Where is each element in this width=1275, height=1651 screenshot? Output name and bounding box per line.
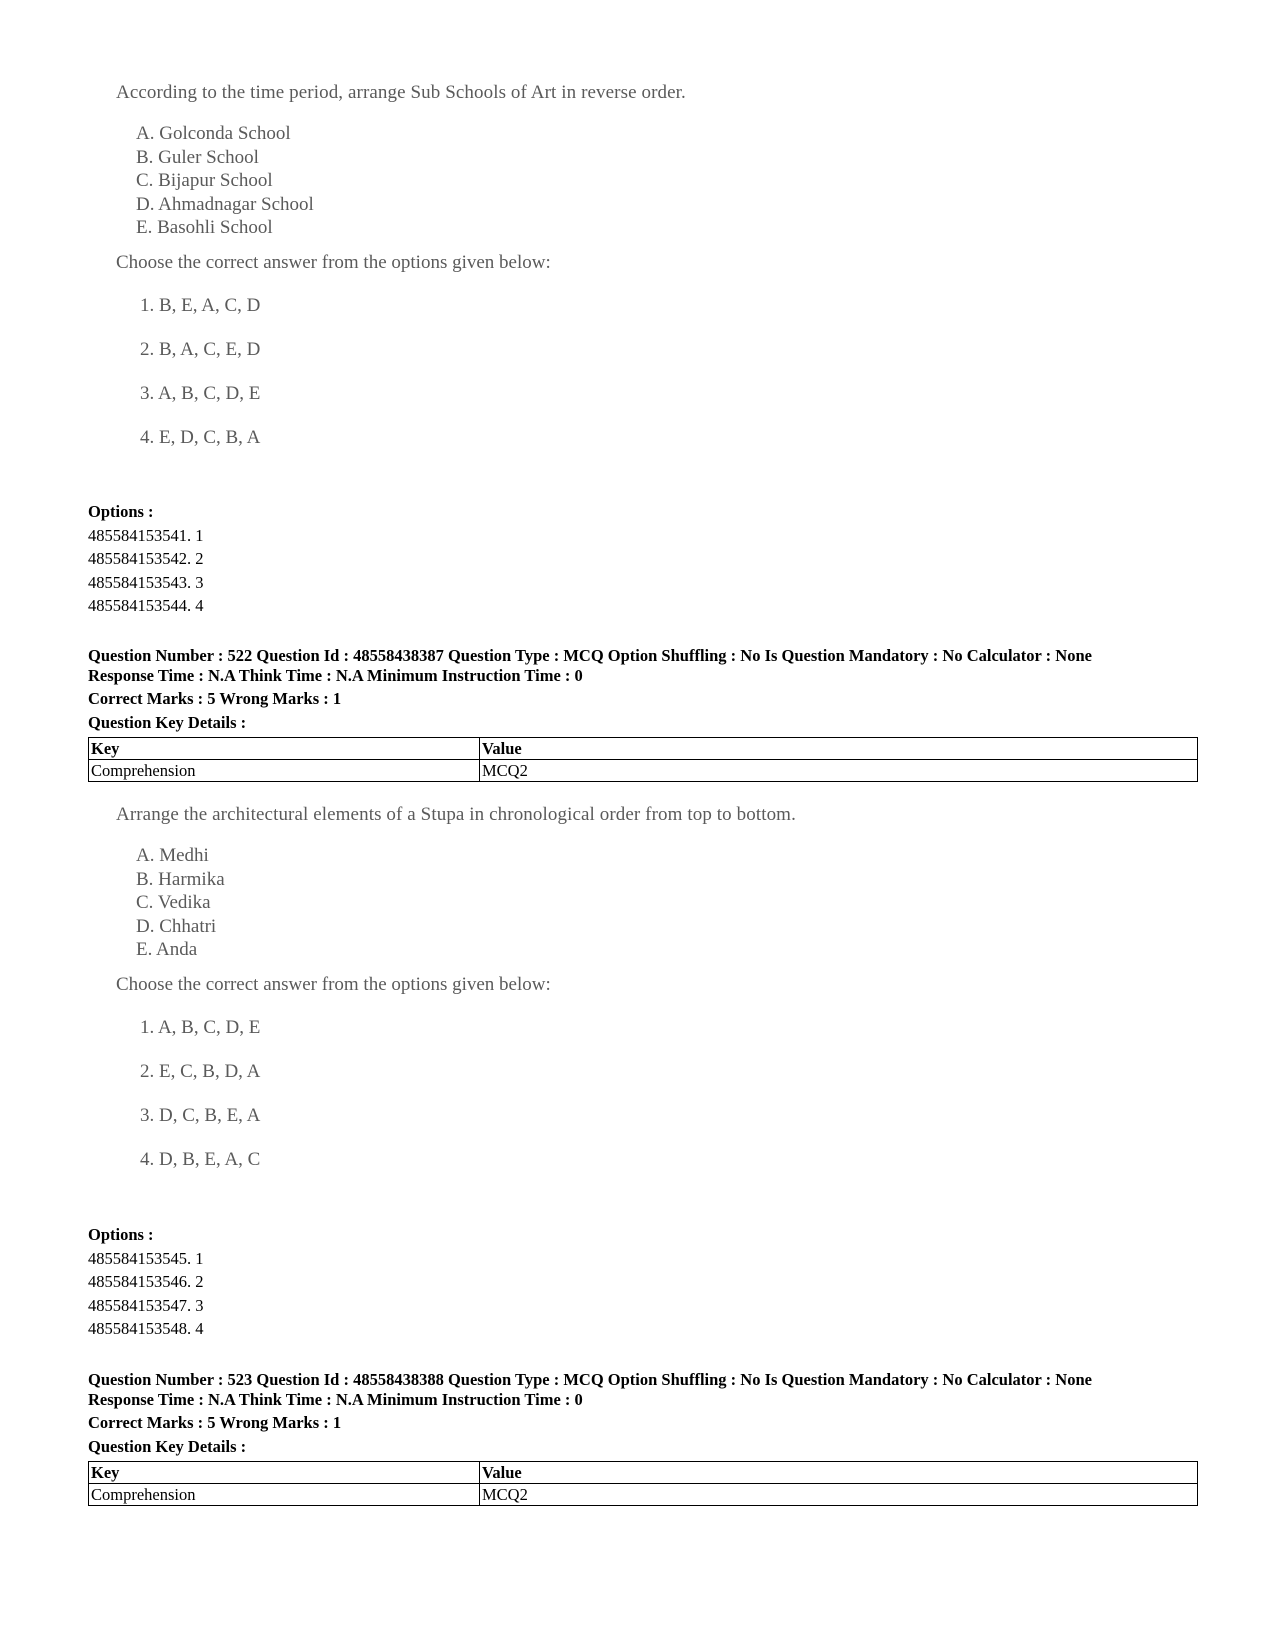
table-header-value: Value: [480, 1462, 1198, 1484]
answer-choice: 2. E, C, B, D, A: [140, 1061, 261, 1082]
option-item: 485584153541. 1: [88, 525, 204, 545]
options-title: Options :: [88, 1225, 154, 1244]
table-header-key: Key: [89, 1462, 480, 1484]
table-cell-value: MCQ2: [480, 1484, 1198, 1506]
item-list: [136, 844, 225, 962]
question-stem: Arrange the architectural elements of a Stupa in chronological order from top to bottom.: [116, 804, 796, 825]
table-header-row: [89, 738, 1198, 760]
list-item: E. Anda: [136, 939, 198, 960]
question-522-key-table: [88, 737, 1198, 782]
table-header-row: [89, 1462, 1198, 1484]
marks-line: Correct Marks : 5 Wrong Marks : 1: [88, 1413, 342, 1432]
question-522-meta: [88, 646, 1198, 732]
question-523-key-table: [88, 1461, 1198, 1506]
choose-instruction: Choose the correct answer from the options given below:: [116, 252, 551, 273]
answer-choice: 3. D, C, B, E, A: [140, 1105, 261, 1126]
question-523-meta: [88, 1370, 1198, 1456]
options-title: Options :: [88, 502, 154, 521]
meta-line: Response Time : N.A Think Time : N.A Minimum Instruction Time : 0: [88, 1389, 583, 1409]
answer-choice: 4. E, D, C, B, A: [140, 427, 261, 448]
list-item: D. Chhatri: [136, 915, 217, 937]
list-item: B. Guler School: [136, 146, 259, 168]
question-521-options: [88, 500, 204, 618]
table-row: [89, 1484, 1198, 1506]
meta-line: Question Number : 522 Question Id : 48558438387 Question Type : MCQ Option Shuffling : No Is Question Mandatory : No Calculator : None: [88, 646, 1092, 665]
option-item: 485584153546. 2: [88, 1272, 204, 1291]
list-item: D. Ahmadnagar School: [136, 193, 314, 215]
list-item: A. Golconda School: [136, 123, 291, 144]
list-item: C. Vedika: [136, 892, 211, 913]
key-details-title: Question Key Details :: [88, 1436, 247, 1456]
question-522-image: [108, 802, 908, 1182]
question-stem: According to the time period, arrange Sub Schools of Art in reverse order.: [116, 82, 686, 103]
list-item: C. Bijapur School: [136, 170, 273, 191]
meta-line: Question Number : 523 Question Id : 48558438388 Question Type : MCQ Option Shuffling : No Is Question Mandatory : No Calculator : None: [88, 1370, 1092, 1389]
question-522-options: [88, 1223, 204, 1341]
table-header-key: Key: [89, 738, 480, 760]
key-details-title: Question Key Details :: [88, 712, 247, 732]
question-521-image: [108, 80, 908, 460]
table-header-value: Value: [480, 738, 1198, 760]
list-item: E. Basohli School: [136, 217, 273, 238]
answer-choice: 2. B, A, C, E, D: [140, 339, 261, 360]
option-item: 485584153547. 3: [88, 1295, 204, 1315]
table-cell-key: Comprehension: [89, 1484, 480, 1506]
option-item: 485584153542. 2: [88, 549, 204, 568]
option-item: 485584153548. 4: [88, 1319, 204, 1338]
option-item: 485584153544. 4: [88, 596, 204, 615]
list-item: A. Medhi: [136, 845, 209, 866]
marks-line: Correct Marks : 5 Wrong Marks : 1: [88, 689, 342, 708]
answer-choice: 1. A, B, C, D, E: [140, 1017, 261, 1038]
table-cell-value: MCQ2: [480, 760, 1198, 782]
answer-choice: 1. B, E, A, C, D: [140, 295, 261, 316]
choose-instruction: Choose the correct answer from the options given below:: [116, 974, 551, 995]
table-row: [89, 760, 1198, 782]
option-item: 485584153545. 1: [88, 1248, 204, 1268]
option-item: 485584153543. 3: [88, 572, 204, 592]
list-item: B. Harmika: [136, 868, 225, 890]
answer-choice: 4. D, B, E, A, C: [140, 1149, 261, 1170]
table-cell-key: Comprehension: [89, 760, 480, 782]
answer-choice: 3. A, B, C, D, E: [140, 383, 261, 404]
meta-line: Response Time : N.A Think Time : N.A Minimum Instruction Time : 0: [88, 665, 583, 685]
item-list: [136, 122, 314, 240]
